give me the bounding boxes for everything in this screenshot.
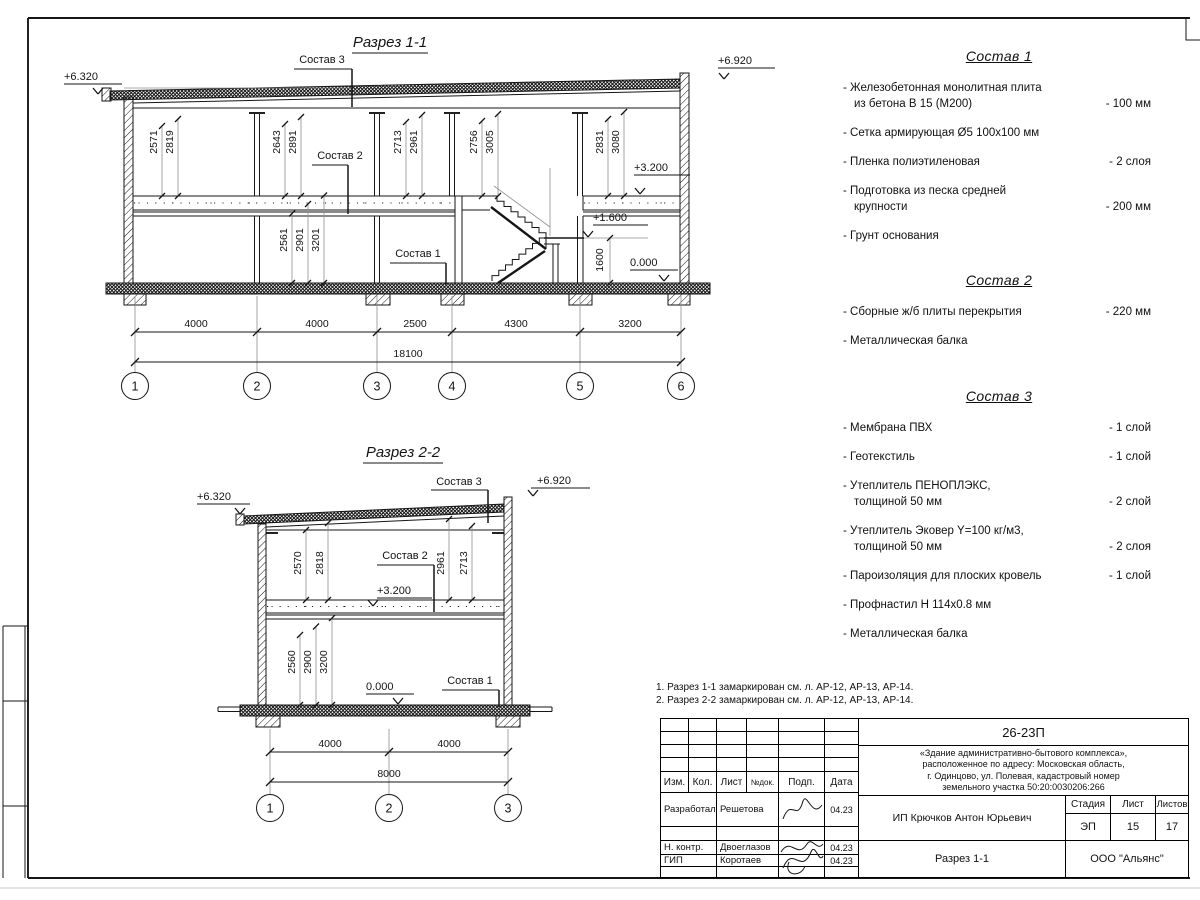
svg-text:5: 5 <box>576 379 584 394</box>
svg-text:4000: 4000 <box>184 318 208 330</box>
role-ncontrol: Н. контр. <box>660 840 717 855</box>
empty-cell <box>660 826 717 841</box>
svg-text:8000: 8000 <box>377 768 401 780</box>
list-item: - Металлическая балка <box>843 628 968 640</box>
svg-text:0.000: 0.000 <box>630 257 658 269</box>
list-item: - Сетка армирующая Ø5 100х100 мм <box>843 127 1040 139</box>
svg-text:1: 1 <box>131 379 139 394</box>
name-developer: Решетова <box>716 792 779 827</box>
col-header-podp: Подп. <box>778 771 825 793</box>
empty-cell <box>660 731 689 745</box>
base-slab <box>106 283 710 305</box>
col-header-kol: Кол. <box>688 771 717 793</box>
section-2-2 <box>197 444 590 822</box>
stage-value: ЭП <box>1065 813 1111 841</box>
list-item: - Металлическая балка <box>843 335 968 347</box>
organization-name: ООО "Альянс" <box>1065 840 1189 878</box>
sostav-3-block <box>843 388 1155 655</box>
list-item: - Мембрана ПВХ - 1 слой <box>843 422 1151 434</box>
svg-text:3: 3 <box>504 801 512 816</box>
svg-text:4000: 4000 <box>318 738 342 750</box>
sheet-number: 15 <box>1110 813 1156 841</box>
base-slab-2 <box>218 705 552 727</box>
signature-developer <box>779 793 825 826</box>
svg-text:+6.320: +6.320 <box>197 491 231 503</box>
dim-chain-1 <box>131 296 685 372</box>
project-description: «Здание административно-бытового комплекса», расположенное по адресу: Московская область, г. Одинцово, ул. Полевая, кадастровый номер земельного участка 50:20:0030206:266 <box>858 745 1189 796</box>
section-1-title: Разрез 1-1 <box>352 34 428 51</box>
room-dims-lower-2 <box>286 615 335 708</box>
empty-cell <box>824 718 859 732</box>
empty-cell <box>716 718 747 732</box>
section-2-title: Разрез 2-2 <box>365 444 441 461</box>
empty-cell <box>716 757 747 772</box>
role-gip: ГИП <box>660 854 717 867</box>
title-block <box>660 718 1189 878</box>
svg-text:2891: 2891 <box>287 130 299 154</box>
svg-text:4000: 4000 <box>437 738 461 750</box>
empty-cell <box>746 718 779 732</box>
client-name: ИП Крючков Антон Юрьевич <box>858 795 1066 841</box>
svg-text:+3.200: +3.200 <box>377 585 411 597</box>
svg-text:2818: 2818 <box>314 551 326 575</box>
svg-text:Состав 3: Состав 3 <box>299 54 345 66</box>
empty-cell <box>778 718 825 732</box>
axis-bubbles-1 <box>122 373 695 400</box>
list-item: - Утеплитель ПЕНОПЛЭКС, толщиной 50 мм - 2 слой <box>843 480 1151 508</box>
empty-cell <box>688 731 717 745</box>
sheets-header: Листов <box>1155 795 1189 814</box>
svg-text:2961: 2961 <box>435 551 447 575</box>
svg-text:+1.600: +1.600 <box>593 212 627 224</box>
empty-cell <box>660 757 689 772</box>
name-gip: Коротаев <box>716 854 779 867</box>
svg-text:3200: 3200 <box>618 318 642 330</box>
svg-text:2900: 2900 <box>302 650 314 674</box>
date-ncontrol: 04.23 <box>824 840 859 855</box>
list-item: - Утеплитель Эковер Y=100 кг/м3, толщиной 50 мм - 2 слоя <box>843 525 1151 553</box>
sostav-1-title: Состав 1 <box>965 48 1033 64</box>
svg-text:2643: 2643 <box>271 130 283 154</box>
svg-text:Состав 3: Состав 3 <box>436 476 482 488</box>
svg-text:2713: 2713 <box>392 130 404 154</box>
sostav-1-block <box>843 48 1155 257</box>
empty-cell <box>824 866 859 878</box>
svg-text:4000: 4000 <box>305 318 329 330</box>
svg-text:+6.920: +6.920 <box>718 55 752 67</box>
list-item: - Подготовка из песка средней крупности - 200 мм <box>843 185 1151 213</box>
svg-text:4300: 4300 <box>504 318 528 330</box>
svg-text:3080: 3080 <box>610 130 622 154</box>
list-item: - Сборные ж/б плиты перекрытия - 220 мм <box>843 306 1151 318</box>
dim-chain-2 <box>266 729 512 794</box>
sheet-header: Лист <box>1110 795 1156 814</box>
empty-cell <box>778 731 825 745</box>
date-developer: 04.23 <box>824 792 859 827</box>
empty-cell <box>716 826 779 841</box>
drawing-name: Разрез 1-1 <box>858 840 1066 878</box>
empty-cell <box>716 731 747 745</box>
signature-ncontrol-gip <box>777 836 825 878</box>
room-dims-upper <box>148 109 627 199</box>
sostav-2-title: Состав 2 <box>965 272 1033 288</box>
list-item: - Грунт основания <box>843 230 939 242</box>
svg-text:Состав 2: Состав 2 <box>317 150 363 162</box>
svg-text:2570: 2570 <box>292 551 304 575</box>
col-header-data: Дата <box>824 771 859 793</box>
empty-cell <box>746 744 779 758</box>
document-number: 26-23П <box>858 718 1189 746</box>
empty-cell <box>660 718 689 732</box>
list-item: - Геотекстиль - 1 слой <box>843 451 1151 463</box>
svg-text:+6.320: +6.320 <box>64 71 98 83</box>
svg-text:2713: 2713 <box>458 551 470 575</box>
col-header-izm: Изм. <box>660 771 689 793</box>
empty-cell <box>716 866 779 878</box>
svg-text:+6.920: +6.920 <box>537 475 571 487</box>
empty-cell <box>660 744 689 758</box>
empty-cell <box>660 866 717 878</box>
svg-text:6: 6 <box>677 379 685 394</box>
name-ncontrol: Двоеглазов <box>716 840 779 855</box>
floor-slab-2 <box>266 600 504 619</box>
note-line: 1. Разрез 1-1 замаркирован см. л. АР-12, АР-13, АР-14. <box>656 682 914 693</box>
svg-text:1600: 1600 <box>594 248 606 272</box>
empty-cell <box>824 826 859 841</box>
svg-text:2831: 2831 <box>594 130 606 154</box>
axis-bubbles-2 <box>257 795 522 822</box>
list-item: - Пароизоляция для плоских кровель - 1 слой <box>843 570 1151 582</box>
svg-text:3: 3 <box>373 379 381 394</box>
sheets-total: 17 <box>1155 813 1189 841</box>
sheet-notes <box>656 682 913 707</box>
empty-cell <box>778 744 825 758</box>
section-1-1 <box>64 34 775 400</box>
svg-text:0.000: 0.000 <box>366 681 394 693</box>
svg-text:2571: 2571 <box>148 130 160 154</box>
svg-text:2560: 2560 <box>286 650 298 674</box>
list-item: - Профнастил Н 114х0.8 мм <box>843 599 992 611</box>
sostav-2-block <box>843 272 1155 362</box>
svg-text:3200: 3200 <box>318 650 330 674</box>
empty-cell <box>688 744 717 758</box>
svg-text:2: 2 <box>253 379 261 394</box>
svg-text:+3.200: +3.200 <box>634 162 668 174</box>
empty-cell <box>688 757 717 772</box>
svg-text:4: 4 <box>448 379 456 394</box>
date-gip: 04.23 <box>824 854 859 867</box>
svg-text:2961: 2961 <box>408 130 420 154</box>
svg-text:2561: 2561 <box>278 228 290 252</box>
empty-cell <box>824 744 859 758</box>
svg-text:2500: 2500 <box>403 318 427 330</box>
empty-cell <box>688 718 717 732</box>
note-line: 2. Разрез 2-2 замаркирован см. л. АР-12, АР-13, АР-14. <box>656 694 914 706</box>
role-developer: Разработал <box>660 792 717 827</box>
sostav-3-title: Состав 3 <box>965 388 1033 404</box>
col-header-ndok: №док. <box>746 771 779 793</box>
svg-text:3201: 3201 <box>310 228 322 252</box>
empty-cell <box>778 757 825 772</box>
empty-cell <box>746 757 779 772</box>
svg-text:2756: 2756 <box>468 130 480 154</box>
list-item: - Железобетонная монолитная плита из бетона В 15 (М200) - 100 мм <box>843 82 1151 110</box>
svg-text:1: 1 <box>266 801 274 816</box>
list-item: - Пленка полиэтиленовая - 2 слоя <box>843 156 1151 168</box>
empty-cell <box>746 731 779 745</box>
svg-text:2819: 2819 <box>164 130 176 154</box>
col-header-list: Лист <box>716 771 747 793</box>
svg-text:2: 2 <box>385 801 393 816</box>
stage-header: Стадия <box>1065 795 1111 814</box>
empty-cell <box>716 744 747 758</box>
svg-text:Состав 2: Состав 2 <box>382 550 428 562</box>
empty-cell <box>824 757 859 772</box>
svg-text:Состав 1: Состав 1 <box>395 248 441 260</box>
svg-text:Состав 1: Состав 1 <box>447 675 493 687</box>
svg-text:18100: 18100 <box>393 348 423 360</box>
svg-text:3005: 3005 <box>484 130 496 154</box>
empty-cell <box>824 731 859 745</box>
svg-text:2901: 2901 <box>294 228 306 252</box>
